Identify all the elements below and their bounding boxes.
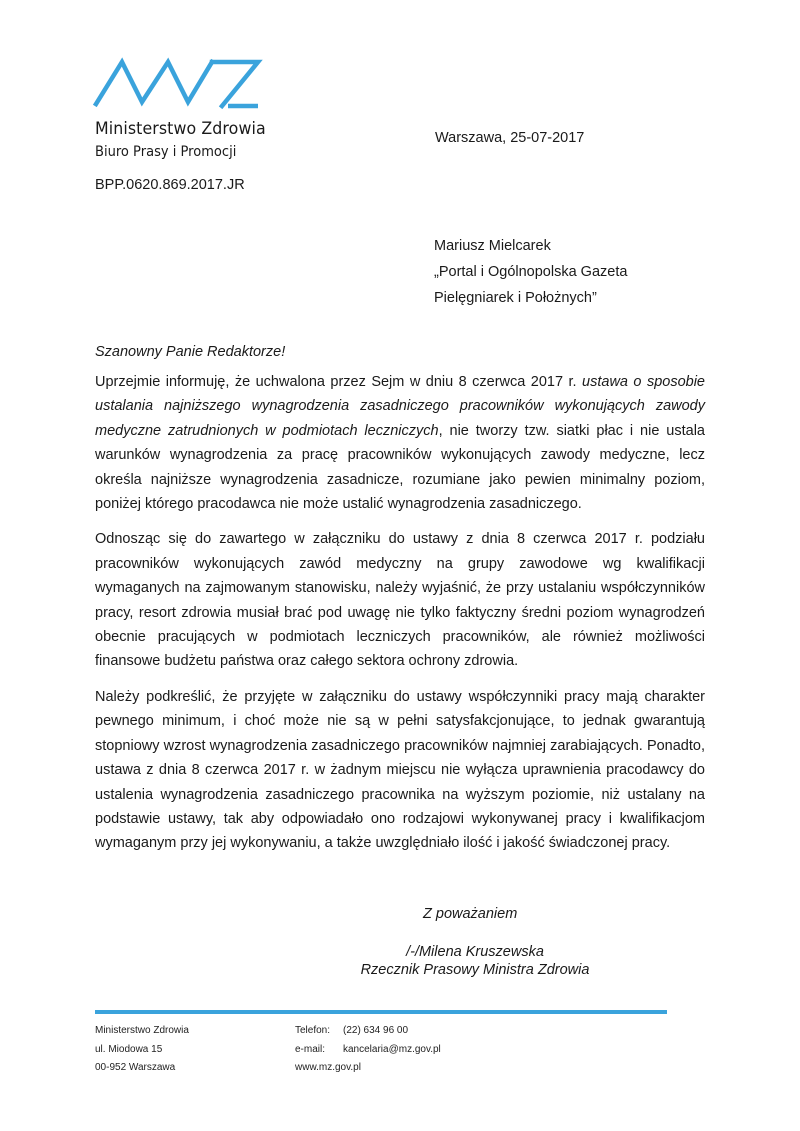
letter-body: [95, 370, 705, 867]
letter-date: Warszawa, 25-07-2017: [435, 130, 585, 146]
website-link[interactable]: www.mz.gov.pl: [295, 1062, 361, 1073]
paragraph-3: Należy podkreślić, że przyjęte w załączniku do ustawy współczynniki pracy mają charakter pewnego minimum, i choć może nie są w pełni satysfakcjonujące, to jednak gwarantują stopniowy wzrost wynagrodzenia zasadniczego pracowników najmniej zarabiających. Ponadto, ustawa z dnia 8 czerwca 2017 r. w żadnym miejscu nie wyłącza uprawnienia pracodawcy do ustalenia wynagrodzenia zasadniczego pracownika na wyższym poziomie, niż ustalany na podstawie ustawy, tak aby odpowiadało ono rodzajowi wykonywanej pracy i kwalifikacjom wymaganym przy jej wykonywaniu, a także uwzględniało ilość i jakość świadczonej pracy.: [95, 688, 705, 852]
paragraph-2: Odnosząc się do zawartego w załączniku do ustawy z dnia 8 czerwca 2017 r. podziału pracowników wykonujących zawód medyczny na grupy zawodowe wg kwalifikacji wymaganych na zajmowanym stanowisku, należy wyjaśnić, że przy ustalaniu współczynników pracy, resort zdrowia musiał brać pod uwagę nie tylko faktyczny średni poziom wynagrodzeń obecnie pracujących w podmiotach leczniczych pracowników, ale również możliwości finansowe budżetu państwa oraz całego sektora ochrony zdrowia.: [95, 531, 705, 670]
signer-name: /-/Milena Kruszewska: [406, 944, 544, 960]
recipient-line-3: Pielęgniarek i Położnych”: [434, 290, 597, 306]
department-name: Biuro Prasy i Promocji: [95, 144, 237, 160]
email-label: e-mail:: [295, 1043, 326, 1055]
act-title: ustawa o sposobie ustalania najniższego wynagrodzenia zasadniczego pracowników wykonujących zawody medyczne zatrudnionych w podmiotach leczniczych: [95, 374, 705, 439]
footer-org: Ministerstwo Zdrowia: [95, 1025, 189, 1036]
footer-city: 00-952 Warszawa: [95, 1062, 176, 1073]
recipient-block: [434, 233, 627, 311]
paragraph-1-end: , nie tworzy tzw. siatki płac i nie ustala warunków wynagrodzenia za pracę pracowników wykonujących zawody medyczne, lecz określa najniższe wynagrodzenia zasadnicze, rozumiane jako pewien minimalny poziom, poniżej którego pracodawca nie może ustalić wynagrodzenia zasadniczego.: [95, 422, 705, 513]
closing: Z poważaniem: [423, 906, 518, 922]
phone-label: Telefon:: [295, 1025, 331, 1036]
footer-website-row: [295, 1059, 441, 1078]
footer-contact: [295, 1022, 441, 1078]
ministry-logo: [92, 56, 264, 110]
footer-divider: [95, 1010, 667, 1014]
recipient-line-2: „Portal i Ogólnopolska Gazeta: [434, 264, 628, 280]
reference-number: BPP.0620.869.2017.JR: [95, 177, 245, 193]
paragraph-1-start: Uprzejmie informuję, że uchwalona przez Sejm w dniu 8 czerwca 2017 r.: [95, 374, 583, 390]
footer-email-row: [295, 1041, 441, 1060]
recipient-name: Mariusz Mielcarek: [434, 238, 551, 254]
signature-block: [357, 943, 593, 979]
phone-number: (22) 634 96 00: [343, 1025, 409, 1036]
org-name: Ministerstwo Zdrowia: [95, 119, 266, 139]
greeting: Szanowny Panie Redaktorze!: [95, 344, 286, 360]
footer-street: ul. Miodowa 15: [95, 1043, 163, 1055]
email-address[interactable]: kancelaria@mz.gov.pl: [343, 1043, 441, 1055]
paragraph-1: [95, 370, 705, 516]
signer-title: Rzecznik Prasowy Ministra Zdrowia: [360, 962, 590, 978]
footer-phone-row: [295, 1022, 441, 1041]
footer-address: [95, 1022, 189, 1078]
